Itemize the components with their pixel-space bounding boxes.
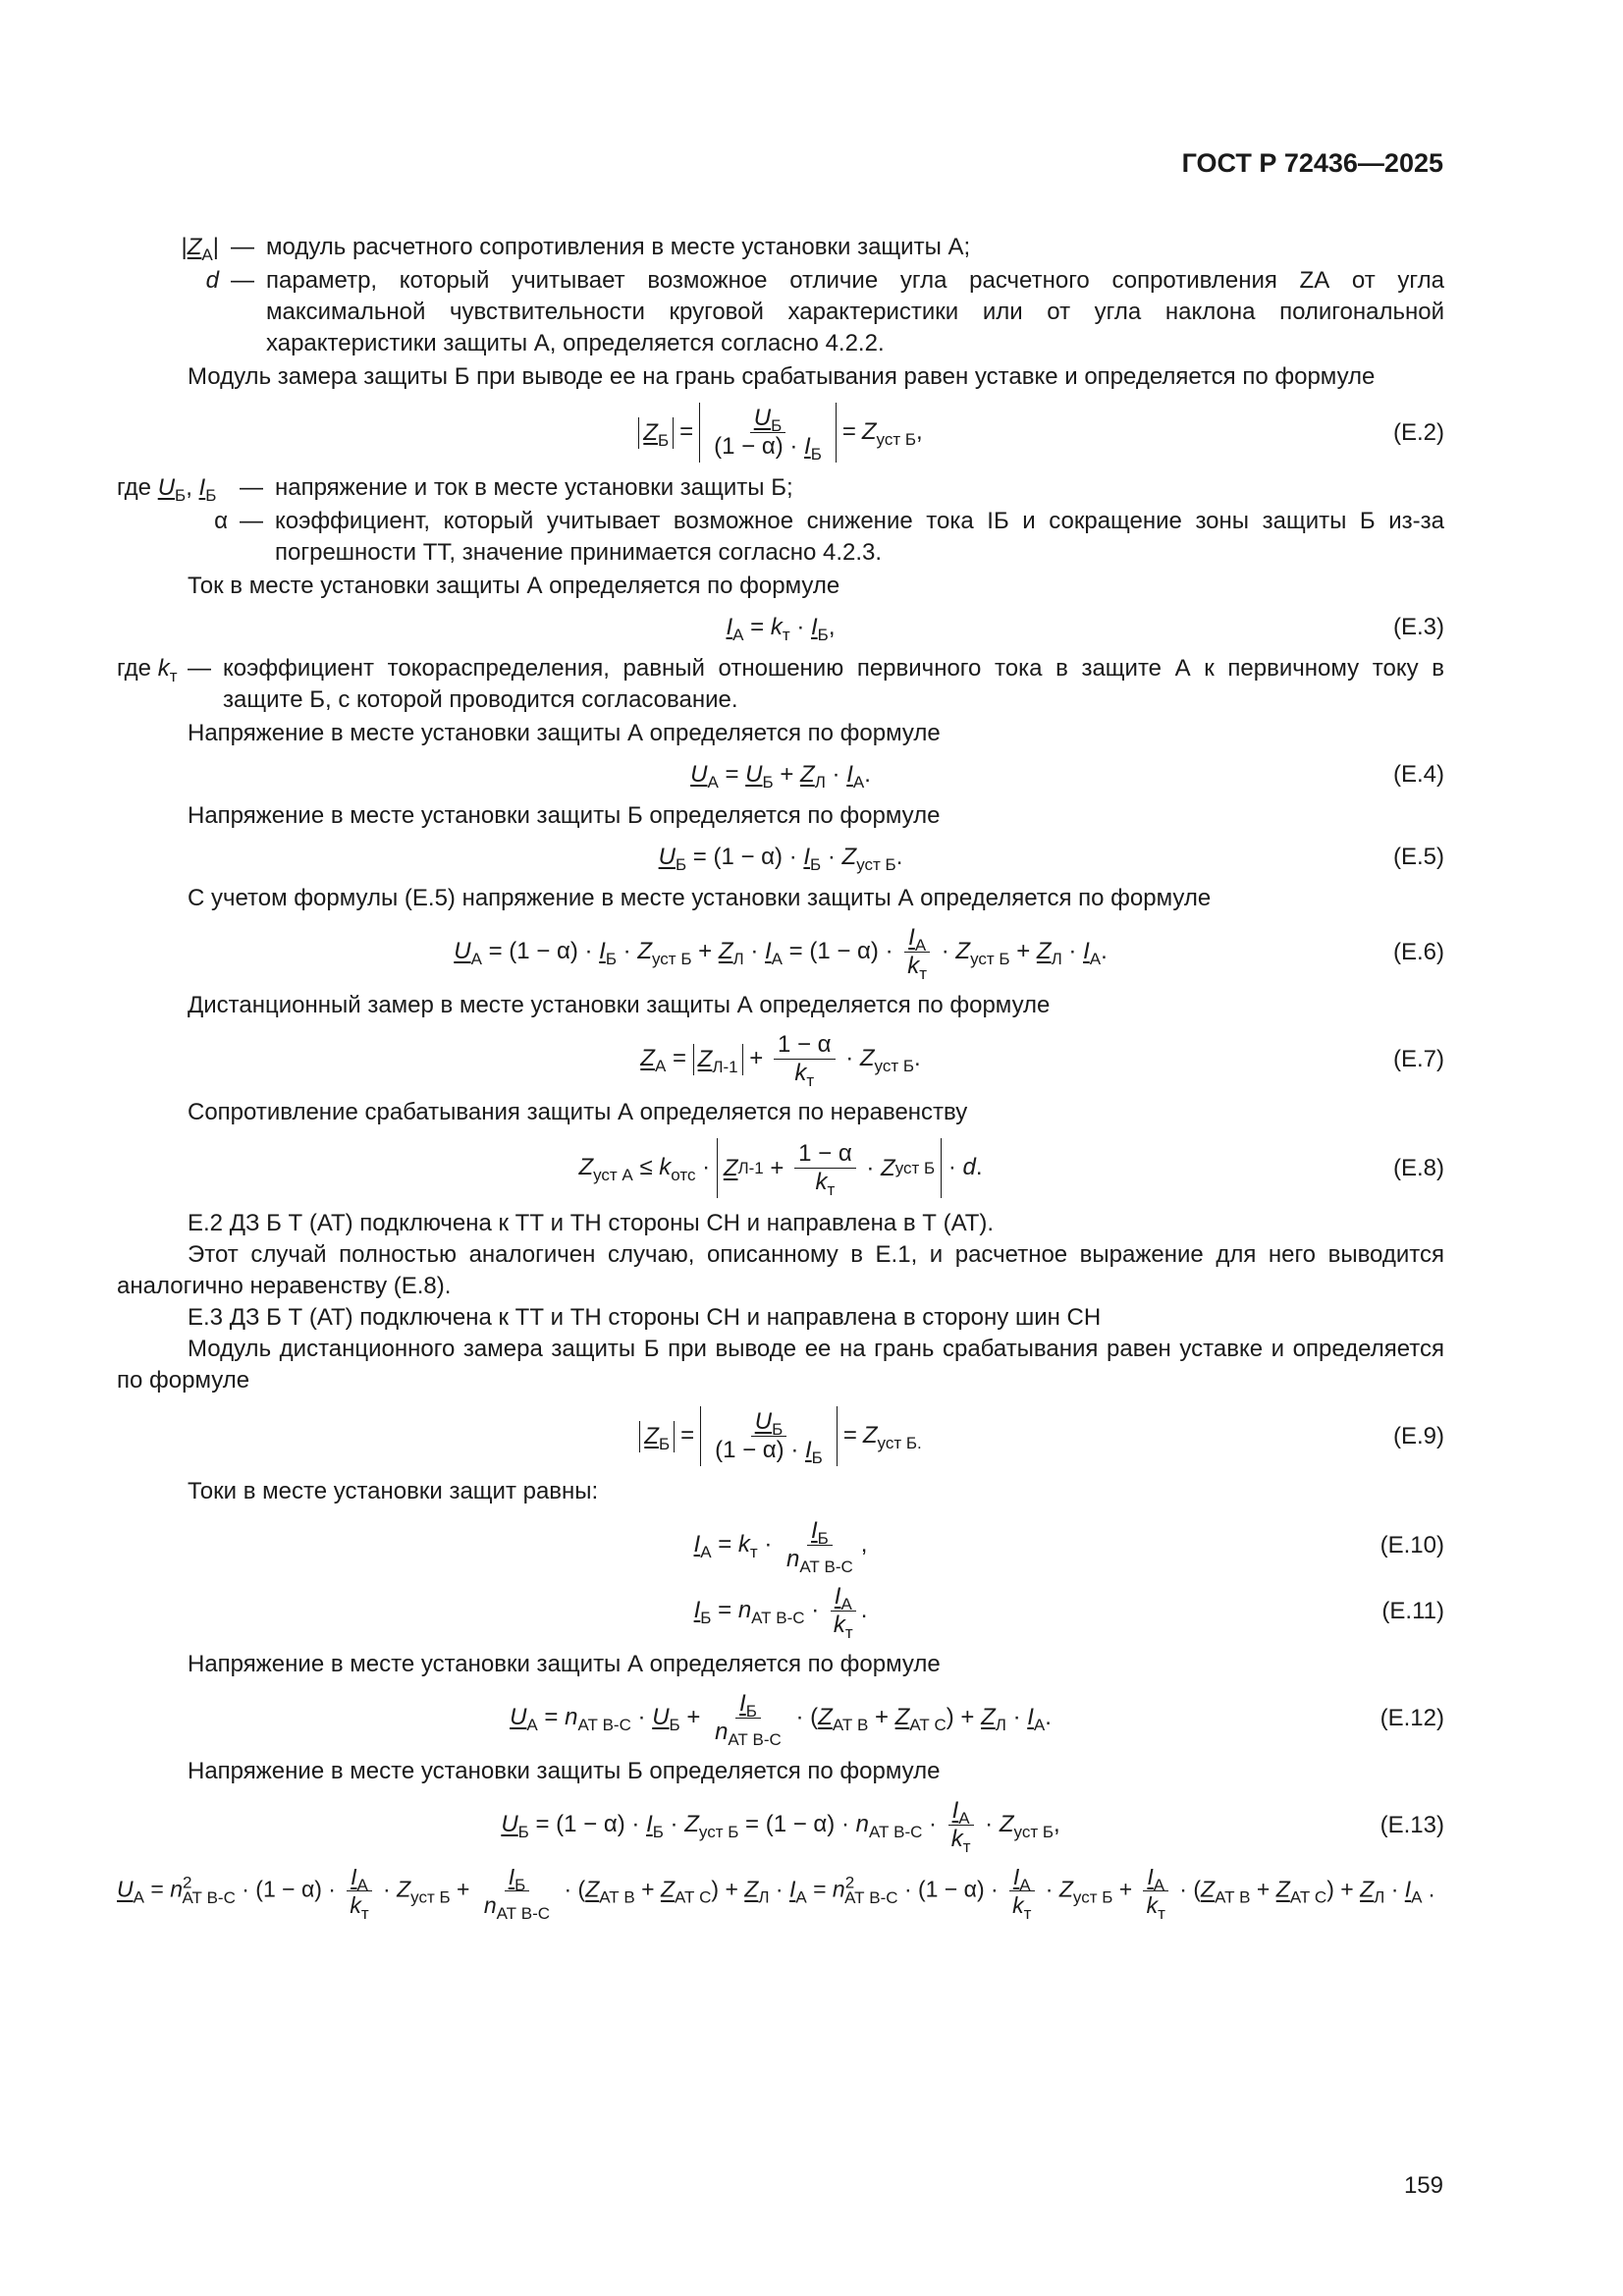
formula: $I_Б = n_{АТ В-С}$ · $\frac{I_А}{k_т}$ . xyxy=(693,1583,868,1642)
equation-number: (Е.5) xyxy=(1392,844,1444,870)
definition-term: $|Z_А|$ xyxy=(181,234,219,264)
equation-e11 xyxy=(117,1583,1444,1642)
formula: $Z_Б$ = $\frac{U_Б}{(1 - \alpha) \cdot I_Б}$ = $Z_{уст Б.}$ xyxy=(639,1406,921,1466)
definition-d: d — параметр, который учитывает возможное отличие угла расчетного сопротивления ZА от угла максимальной чувствительности круговой характеристики или от угла наклона полигональной характеристики защиты А, определяется согласно 4.2.2. xyxy=(117,265,1444,359)
equation-e2 xyxy=(117,403,1444,463)
paragraph: Модуль замера защиты Б при выводе ее на грань срабатывания равен уставке и определяется по формуле xyxy=(188,363,1376,390)
paragraph: Сопротивление срабатывания защиты А определяется по неравенству xyxy=(188,1099,968,1125)
equation-e12 xyxy=(117,1690,1444,1749)
equation-e13 xyxy=(117,1797,1444,1856)
definition-term: где $k_т$ xyxy=(117,655,178,685)
paragraph: Е.2 ДЗ Б Т (АТ) подключена к ТТ и ТН стороны СН и направлена в Т (АТ). xyxy=(188,1210,995,1236)
equation-number: (Е.9) xyxy=(1392,1422,1444,1449)
equation-e9 xyxy=(117,1406,1444,1466)
equation-number: (Е.13) xyxy=(1380,1811,1444,1838)
formula: $U_Б = (1 - \alpha) \cdot I_Б \cdot Z_{уст Б} = (1 - \alpha) \cdot n_{АТ В-С}$ · $\frac{I_А}{k_т}$ · $Z_{уст Б}$, xyxy=(501,1797,1060,1856)
definition-term: d xyxy=(205,267,219,294)
equation-number: (Е.6) xyxy=(1392,938,1444,965)
paragraph: Напряжение в месте установки защиты Б определяется по формуле xyxy=(188,1758,941,1784)
equation-e3 xyxy=(117,612,1444,643)
equation-number: (Е.8) xyxy=(1392,1154,1444,1181)
equation-number: (Е.4) xyxy=(1392,761,1444,788)
definition-text: коэффициент токораспределения, равный отношению первичного тока в защите А к первичному току в защите Б, с которой проводится согласование. xyxy=(223,655,1444,713)
equation-e8 xyxy=(117,1138,1444,1198)
page-number: 159 xyxy=(1403,2172,1443,2199)
equation-number: (Е.12) xyxy=(1380,1704,1444,1731)
equation-number: (Е.3) xyxy=(1392,614,1444,640)
definition-term: где $U_Б$, $I_Б$ xyxy=(117,474,217,505)
equation-e10 xyxy=(117,1517,1444,1576)
paragraph: С учетом формулы (Е.5) напряжение в месте установки защиты А определяется по формуле xyxy=(188,885,1212,911)
definition-text: параметр, который учитывает возможное отличие угла расчетного сопротивления ZА от угла максимальной чувствительности круговой характеристики или от угла наклона полигональной характеристики защиты А, определяется согласно 4.2.2. xyxy=(266,267,1444,356)
paragraph: Этот случай полностью аналогичен случаю, описанному в Е.1, и расчетное выражение для него выводится аналогично неравенству (Е.8). xyxy=(117,1241,1444,1299)
paragraph: Напряжение в месте установки защиты Б определяется по формуле xyxy=(188,802,941,829)
definition-ub-ib: где $U_Б$, $I_Б$ — напряжение и ток в месте установки защиты Б; xyxy=(117,472,1444,504)
definition-term: α xyxy=(214,508,228,534)
formula: $U_А = n^2_{АТ В-С} \cdot (1 - \alpha)$ · $\frac{I_А}{k_т}$ · $Z_{уст Б}$ + $\frac{I_Б}{n_{АТ В-С}}$ · $(Z_{АТ В} + Z_{АТ С}) + Z_Л \cdot I_А = n^2_{АТ В-С} \cdot (1 - \alpha)$ · $\frac{I_А}{k_т}$ · $Z_{уст Б}$ + $\frac{I_А}{k_т}$ · $(Z_{АТ В} + Z_{АТ С}) + Z_Л \cdot I_А$ . xyxy=(117,1864,1435,1923)
equation-e4 xyxy=(117,759,1444,791)
definition-text: напряжение и ток в месте установки защиты Б; xyxy=(275,474,793,501)
section-heading: Е.3 ДЗ Б Т (АТ) подключена к ТТ и ТН стороны СН и направлена в сторону шин СН xyxy=(188,1304,1102,1331)
equation-e6 xyxy=(117,924,1444,983)
definition-alpha: α — коэффициент, который учитывает возможное снижение тока IБ и сокращение зоны защиты Б из-за погрешности ТТ, значение принимается согласно 4.2.3. xyxy=(117,506,1444,569)
formula: $I_А = k_т \cdot I_Б$, xyxy=(726,614,836,644)
formula: $Z_Б$ = $\frac{U_Б}{(1 - \alpha) \cdot I_Б}$ = $Z_{уст Б}$, xyxy=(638,403,922,463)
formula: $Z_А = Z_{Л-1}$ + $\frac{1 - \alpha}{k_т}$ · $Z_{уст Б}$. xyxy=(640,1031,921,1090)
formula: $U_Б = (1 - \alpha) \cdot I_Б \cdot Z_{уст Б}$. xyxy=(658,844,903,874)
paragraph: Ток в месте установки защиты А определяется по формуле xyxy=(188,573,840,599)
formula: $U_А = (1 - \alpha) \cdot I_Б \cdot Z_{уст Б} + Z_Л \cdot I_А = (1 - \alpha)$ · $\frac{I_А}{k_т}$ · $Z_{уст Б} + Z_Л \cdot I_А$. xyxy=(454,924,1108,983)
definition-za: $|Z_А|$ — модуль расчетного сопротивления в месте установки защиты А; xyxy=(117,232,1444,263)
definition-kt: где $k_т$ — коэффициент токораспределения, равный отношению первичного тока в защите А к первичному току в защите Б, с которой проводится согласование. xyxy=(117,653,1444,716)
document-header: ГОСТ Р 72436—2025 xyxy=(1181,148,1443,178)
equation-number: (Е.2) xyxy=(1392,418,1444,446)
definition-text: модуль расчетного сопротивления в месте установки защиты А; xyxy=(266,234,971,260)
formula: $Z_{уст А} \le k_{отс}$ · Z Л-1 + $\frac{1 - \alpha}{k_т}$ · Z уст Б · d. xyxy=(578,1140,983,1199)
formula: $U_А = U_Б + Z_Л \cdot I_А$. xyxy=(690,761,871,792)
paragraph: Напряжение в месте установки защиты А определяется по формуле xyxy=(188,720,941,746)
formula: $I_А = k_т$ · $\frac{I_Б}{n_{АТ В-С}}$ , xyxy=(693,1517,868,1576)
formula: $U_А = n_{АТ В-С} \cdot U_Б$ + $\frac{I_Б}{n_{АТ В-С}}$ · $(Z_{АТ В} + Z_{АТ С}) + Z_Л \cdot I_А$. xyxy=(510,1690,1052,1749)
paragraph: Напряжение в месте установки защиты А определяется по формуле xyxy=(188,1651,941,1677)
equation-final xyxy=(117,1863,1444,1923)
definition-text: коэффициент, который учитывает возможное снижение тока IБ и сокращение зоны защиты Б из-за погрешности ТТ, значение принимается согласно 4.2.3. xyxy=(275,508,1444,566)
document-body xyxy=(117,232,1444,1929)
paragraph: Токи в месте установки защит равны: xyxy=(188,1478,599,1504)
equation-e7 xyxy=(117,1031,1444,1090)
equation-number: (Е.10) xyxy=(1380,1531,1444,1558)
equation-number: (Е.11) xyxy=(1381,1597,1444,1624)
equation-number: (Е.7) xyxy=(1392,1045,1444,1072)
equation-e5 xyxy=(117,842,1444,873)
paragraph: Модуль дистанционного замера защиты Б при выводе ее на грань срабатывания равен уставке и определяется по формуле xyxy=(117,1336,1444,1394)
paragraph: Дистанционный замер в месте установки защиты А определяется по формуле xyxy=(188,992,1051,1018)
